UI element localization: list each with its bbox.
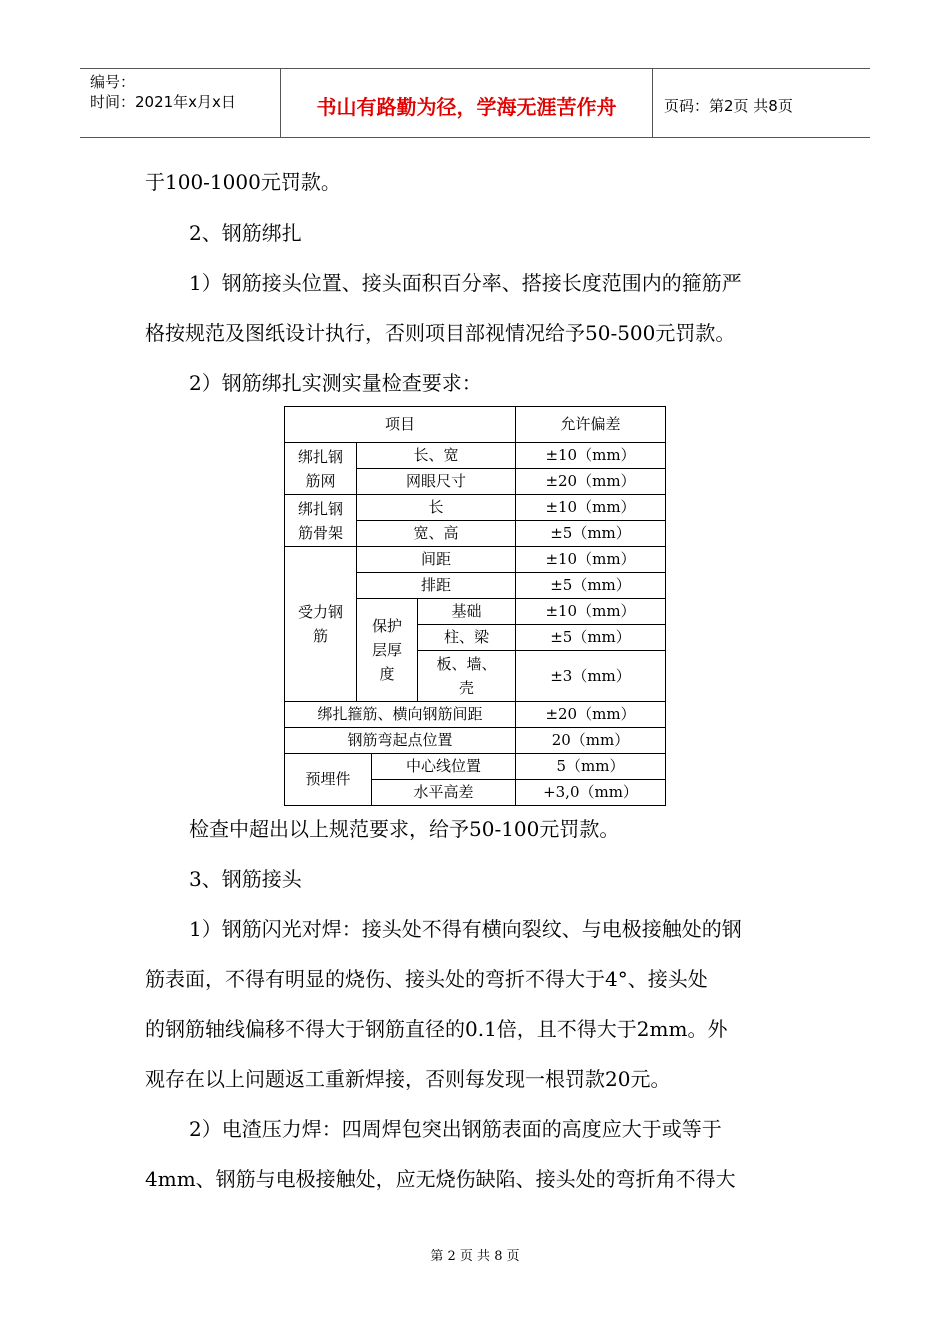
table-cell: ±5（mm） <box>516 625 666 651</box>
paragraph: 观存在以上问题返工重新焊接，否则每发现一根罚款20元。 <box>145 1067 671 1091</box>
table-header-item: 项目 <box>285 407 516 443</box>
table-group-frame: 绑扎钢 筋骨架 <box>285 495 357 547</box>
table-group-force: 受力钢 筋 <box>285 547 357 702</box>
paragraph: 的钢筋轴线偏移不得大于钢筋直径的0.1倍，且不得大于2mm。外 <box>145 1017 728 1041</box>
table-cell: ±5（mm） <box>516 573 666 599</box>
paragraph: 1）钢筋接头位置、接头面积百分率、搭接长度范围内的箍筋严 <box>189 271 742 295</box>
table-cell: ±20（mm） <box>516 702 666 728</box>
table-cell: ±10（mm） <box>516 599 666 625</box>
paragraph: 于100-1000元罚款。 <box>145 170 341 194</box>
table-cell: 中心线位置 <box>372 754 516 780</box>
table-cell: ±5（mm） <box>516 521 666 547</box>
table-cell: 基础 <box>418 599 516 625</box>
table-cell: 宽、高 <box>357 521 516 547</box>
table-cell: 长 <box>357 495 516 521</box>
table-cell: 绑扎箍筋、横向钢筋间距 <box>285 702 516 728</box>
table-group-embed: 预埋件 <box>285 754 372 806</box>
table-cell: 5（mm） <box>516 754 666 780</box>
paragraph: 筋表面，不得有明显的烧伤、接头处的弯折不得大于4°、接头处 <box>145 967 708 991</box>
table-cell: ±10（mm） <box>516 547 666 573</box>
tolerance-table <box>284 406 666 806</box>
time-label: 时间：2021年x月x日 <box>90 93 236 111</box>
table-cell: 水平高差 <box>372 780 516 806</box>
table-cell: 柱、梁 <box>418 625 516 651</box>
table-cell: ±10（mm） <box>516 495 666 521</box>
paragraph: 1）钢筋闪光对焊：接头处不得有横向裂纹、与电极接触处的钢 <box>189 917 742 941</box>
page-footer: 第 2 页 共 8 页 <box>430 1249 520 1264</box>
table-cell: +3,0（mm） <box>516 780 666 806</box>
table-cell: 间距 <box>357 547 516 573</box>
table-cell: ±20（mm） <box>516 469 666 495</box>
paragraph: 检查中超出以上规范要求，给予50-100元罚款。 <box>189 817 620 841</box>
section-heading: 2、钢筋绑扎 <box>189 221 302 245</box>
serial-label: 编号： <box>90 73 136 91</box>
paragraph: 2）电渣压力焊：四周焊包突出钢筋表面的高度应大于或等于 <box>189 1117 722 1141</box>
table-cell: ±10（mm） <box>516 443 666 469</box>
page-header <box>80 68 870 138</box>
table-cell: 长、宽 <box>357 443 516 469</box>
paragraph: 4mm、钢筋与电极接触处，应无烧伤缺陷、接头处的弯折角不得大 <box>145 1167 736 1191</box>
table-cell: 板、墙、 壳 <box>418 651 516 702</box>
table-cell: 钢筋弯起点位置 <box>285 728 516 754</box>
paragraph: 格按规范及图纸设计执行，否则项目部视情况给予50-500元罚款。 <box>145 321 736 345</box>
table-cell: 20（mm） <box>516 728 666 754</box>
table-cell: ±3（mm） <box>516 651 666 702</box>
table-cell: 排距 <box>357 573 516 599</box>
table-group-cover: 保护 层厚 度 <box>357 599 418 702</box>
table-group-mesh: 绑扎钢 筋网 <box>285 443 357 495</box>
header-meta <box>80 69 281 137</box>
table-header-tolerance: 允许偏差 <box>516 407 666 443</box>
paragraph: 2）钢筋绑扎实测实量检查要求： <box>189 371 482 395</box>
section-heading: 3、钢筋接头 <box>189 867 302 891</box>
header-motto: 书山有路勤为径，学海无涯苦作舟 <box>281 69 653 137</box>
header-page-info: 页码：第2页 共8页 <box>664 96 793 115</box>
table-cell: 网眼尺寸 <box>357 469 516 495</box>
